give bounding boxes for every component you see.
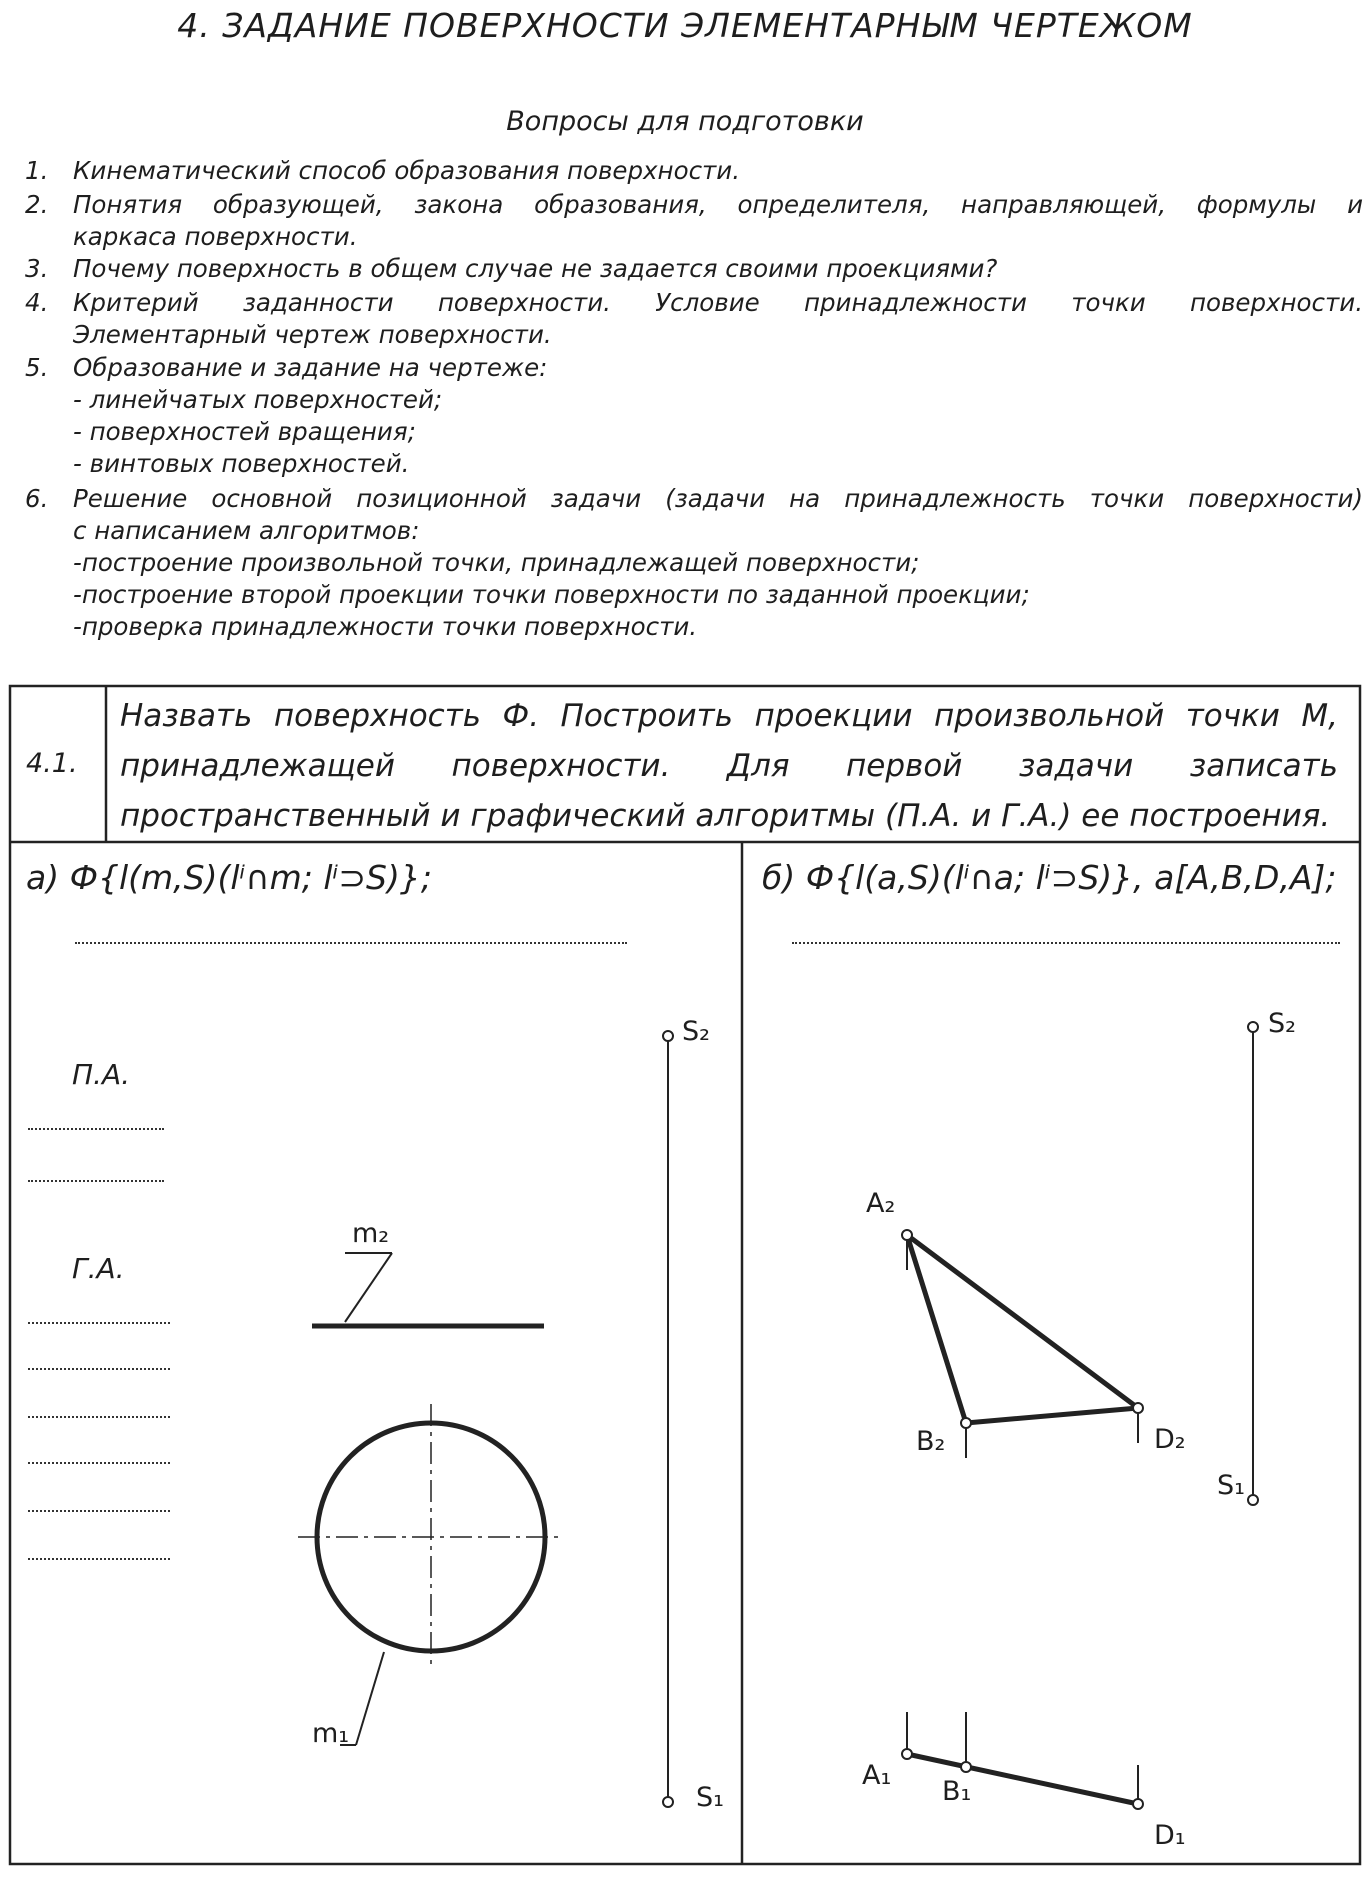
question-text: -построение произвольной точки, принадлежащей поверхности; (73, 548, 920, 577)
point-d1 (1133, 1799, 1143, 1809)
question-text: - винтовых поверхностей. (73, 449, 410, 478)
question-text: Почему поверхность в общем случае не задается своими проекциями? (73, 254, 998, 283)
leader-m2 (345, 1253, 392, 1322)
question-text: - линейчатых поверхностей; (73, 385, 443, 414)
question-text: - поверхностей вращения; (73, 417, 416, 446)
formula-b: б) Ф{l(a,S)(lⁱ∩a; lⁱ⊃S)}, a[A,B,D,A]; (762, 858, 1337, 897)
question-text: Элементарный чертеж поверхности. (73, 320, 552, 349)
point-b2 (961, 1418, 971, 1428)
task-text-line-1: Назвать поверхность Ф. Построить проекции произвольной точки М, (120, 698, 1338, 734)
label-m1: m₁ (312, 1718, 350, 1749)
point-s2-a (663, 1031, 673, 1041)
task-text-line-2: принадлежащей поверхности. Для первой задачи записать (120, 748, 1338, 784)
answer-line-b (792, 942, 1340, 944)
label-s2-b: S₂ (1268, 1008, 1296, 1039)
point-s2-b (1248, 1022, 1258, 1032)
ga-answer-line-5 (28, 1510, 170, 1512)
pa-answer-line-1 (28, 1128, 164, 1130)
question-text: с написанием алгоритмов: (73, 516, 420, 545)
question-text: Образование и задание на чертеже: (73, 353, 548, 382)
ga-answer-line-4 (28, 1462, 170, 1464)
label-a2: A₂ (866, 1188, 896, 1219)
question-number: 6. (25, 484, 49, 513)
point-a1 (902, 1749, 912, 1759)
question-text: -построение второй проекции точки поверхности по заданной проекции; (73, 580, 1030, 609)
formula-a: а) Ф{l(m,S)(lⁱ∩m; lⁱ⊃S)}; (26, 858, 432, 897)
point-s1-b (1248, 1495, 1258, 1505)
pa-answer-line-2 (28, 1180, 164, 1182)
task-number: 4.1. (26, 748, 78, 779)
task-text-line-3: пространственный и графический алгоритмы (П.А. и Г.А.) ее построения. (120, 798, 1331, 834)
section-subtitle: Вопросы для подготовки (506, 106, 864, 137)
question-number: 5. (25, 353, 49, 382)
ga-answer-line-6 (28, 1558, 170, 1560)
ga-label: Г.А. (72, 1252, 125, 1285)
leader-m1 (356, 1652, 384, 1745)
answer-line-a (75, 942, 627, 944)
question-number: 3. (25, 254, 49, 283)
label-d2: D₂ (1154, 1424, 1186, 1455)
label-m2: m₂ (352, 1218, 390, 1249)
label-b2: B₂ (916, 1426, 946, 1457)
label-a1: A₁ (862, 1760, 892, 1791)
question-text: Понятия образующей, закона образования, определителя, направляющей, формулы и (73, 190, 1363, 219)
point-a2 (902, 1230, 912, 1240)
question-number: 4. (25, 288, 49, 317)
question-text: каркаса поверхности. (73, 222, 358, 251)
point-d2 (1133, 1403, 1143, 1413)
label-d1: D₁ (1154, 1820, 1186, 1851)
question-text: Решение основной позиционной задачи (задачи на принадлежность точки поверхности) (73, 484, 1363, 513)
question-text: -проверка принадлежности точки поверхности. (73, 612, 698, 641)
label-s1-a: S₁ (696, 1782, 724, 1813)
ga-answer-line-2 (28, 1368, 170, 1370)
label-b1: B₁ (942, 1776, 972, 1807)
question-text: Кинематический способ образования поверхности. (73, 156, 741, 185)
point-s1-a (663, 1797, 673, 1807)
question-number: 1. (25, 156, 49, 185)
triangle-a2b2d2 (907, 1235, 1138, 1423)
point-b1 (961, 1762, 971, 1772)
label-s1-b: S₁ (1217, 1470, 1245, 1501)
ga-answer-line-3 (28, 1416, 170, 1418)
question-number: 2. (25, 190, 49, 219)
page-title: 4. ЗАДАНИЕ ПОВЕРХНОСТИ ЭЛЕМЕНТАРНЫМ ЧЕРТЕЖОМ (177, 6, 1193, 45)
label-s2-a: S₂ (682, 1016, 710, 1047)
ga-answer-line-1 (28, 1322, 170, 1324)
pa-label: П.А. (72, 1058, 131, 1091)
question-text: Критерий заданности поверхности. Условие принадлежности точки поверхности. (73, 288, 1363, 317)
